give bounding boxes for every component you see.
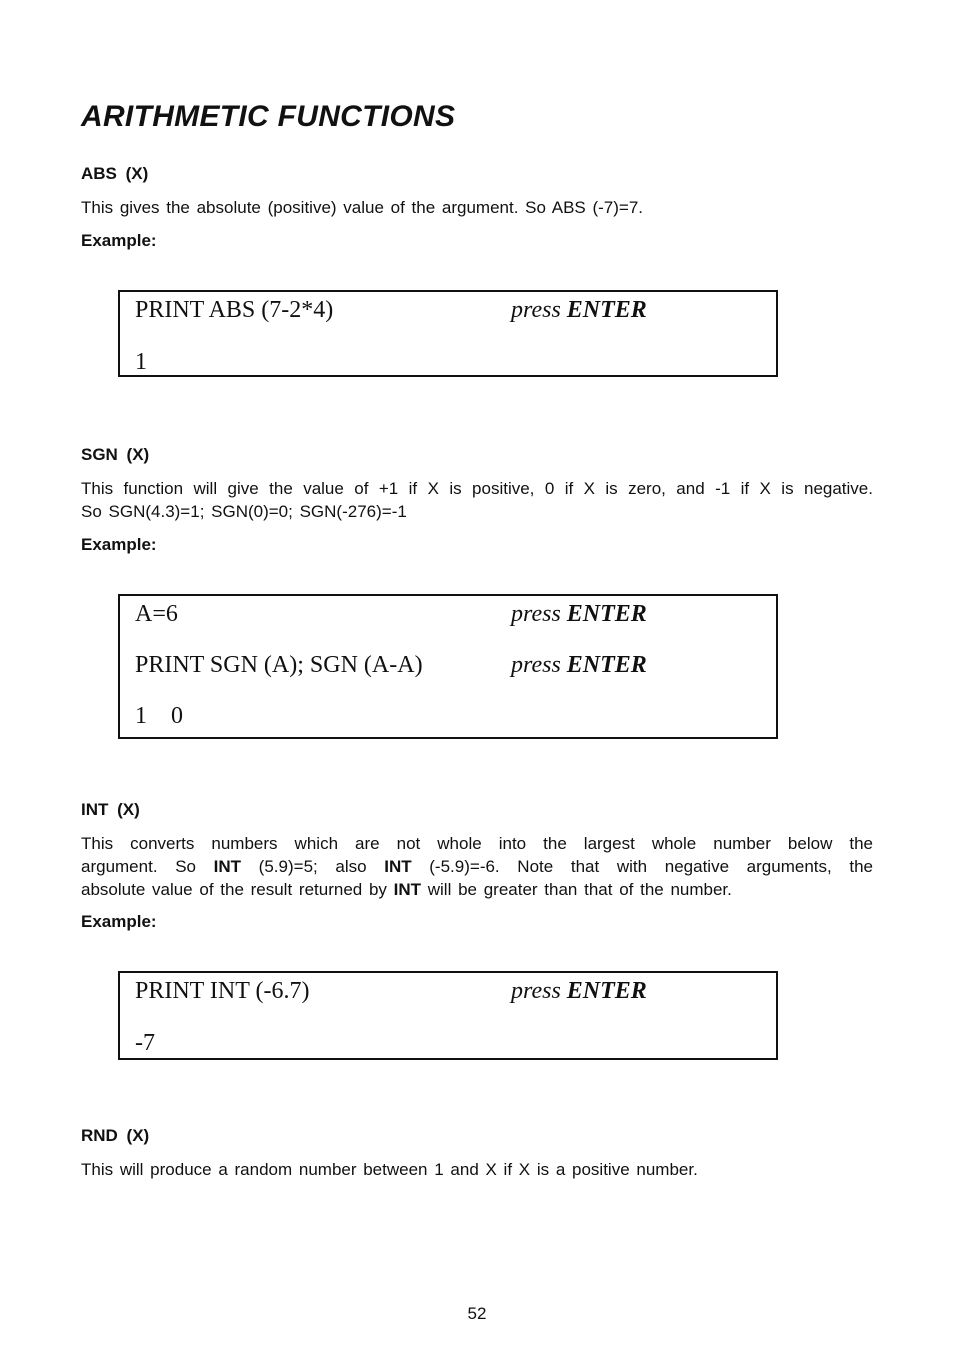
int-keyword: INT — [393, 880, 422, 899]
int-description-line — [81, 878, 873, 901]
sgn-description — [81, 477, 873, 523]
sgn-description-line: This function will give the value of +1 if X is positive, 0 if X is zero, and -1 if X is negative. — [81, 479, 873, 498]
int-press-enter — [511, 978, 647, 1005]
sgn-example-box — [118, 594, 778, 739]
abs-example-label: Example: — [81, 231, 157, 250]
sgn-press-enter — [511, 652, 647, 679]
sgn-heading: SGN (X) — [81, 445, 150, 464]
enter-key-text: ENTER — [566, 652, 647, 678]
text-run: absolute value of the result returned by — [81, 880, 394, 899]
abs-code-line: PRINT ABS (7-2*4) — [135, 297, 334, 323]
int-example-box — [118, 971, 778, 1060]
enter-key-text: ENTER — [566, 978, 647, 1004]
abs-press-enter — [511, 297, 647, 324]
text-run: will be greater than that of the number. — [421, 880, 732, 899]
press-text: press — [511, 601, 561, 627]
text-run: (5.9)=5; also — [241, 857, 385, 876]
int-description-line: This converts numbers which are not whole into the largest whole number below the — [81, 834, 873, 853]
enter-key-text: ENTER — [566, 297, 647, 323]
rnd-heading: RND (X) — [81, 1126, 150, 1145]
sgn-code-line: A=6 — [135, 601, 178, 627]
int-code-line: PRINT INT (-6.7) — [135, 978, 310, 1004]
text-run: (-5.9)=-6. Note that with negative arguments, the — [411, 857, 874, 876]
int-heading: INT (X) — [81, 800, 140, 819]
sgn-code-line: PRINT SGN (A); SGN (A-A) — [135, 652, 423, 678]
abs-output-line: 1 — [135, 349, 147, 375]
sgn-press-enter — [511, 601, 647, 628]
page-number: 52 — [467, 1304, 487, 1323]
int-description-line — [81, 855, 873, 878]
int-description — [81, 832, 873, 901]
press-text: press — [511, 652, 561, 678]
abs-description: This gives the absolute (positive) value of the argument. So ABS (-7)=7. — [81, 198, 644, 217]
int-example-label: Example: — [81, 912, 157, 931]
press-text: press — [511, 978, 561, 1004]
int-keyword: INT — [384, 857, 412, 876]
text-run: argument. So — [81, 857, 214, 876]
page-title: ARITHMETIC FUNCTIONS — [81, 100, 456, 133]
rnd-description: This will produce a random number between 1 and X if X is a positive number. — [81, 1160, 698, 1179]
int-keyword: INT — [213, 857, 242, 876]
abs-heading: ABS (X) — [81, 164, 149, 183]
sgn-example-label: Example: — [81, 535, 157, 554]
abs-example-box — [118, 290, 778, 377]
press-text: press — [511, 297, 561, 323]
sgn-output-line: 1 0 — [135, 703, 183, 729]
sgn-description-line: So SGN(4.3)=1; SGN(0)=0; SGN(-276)=-1 — [81, 502, 407, 521]
int-output-line: -7 — [135, 1030, 155, 1056]
enter-key-text: ENTER — [566, 601, 647, 627]
